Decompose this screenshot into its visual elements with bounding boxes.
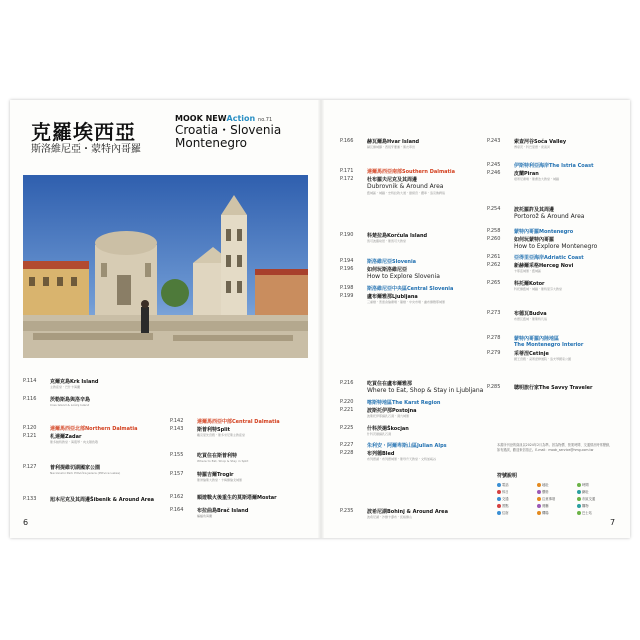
- warning-icon: [537, 497, 541, 501]
- legend-item: 市區交通: [577, 496, 595, 501]
- legend-item: 住宿: [497, 510, 509, 515]
- toc-page-number: P.143: [170, 426, 184, 432]
- hotel-icon: [497, 511, 501, 515]
- city-transit-icon: [577, 497, 581, 501]
- toc-entry-name: 什科茨揚Škocjan: [367, 426, 409, 432]
- toc-entry-name: 札達爾Zadar: [50, 434, 82, 440]
- toc-entry-desc: 布列德湖・布列德城堡・聖母升天教堂・文特加峽谷: [367, 457, 437, 461]
- bus-stop-icon: [577, 511, 581, 515]
- toc-entry-name: 如何玩斯洛維尼亞: [367, 267, 408, 273]
- toc-entry-name: 斯普利特Split: [197, 427, 230, 433]
- toc-page-number: P.246: [487, 170, 501, 176]
- legend-item: 時間: [577, 482, 589, 487]
- english-title-line-1: Croatia・Slovenia: [175, 123, 282, 137]
- toc-entry-name: 旭本尼克及其周邊Šibenik & Around Area: [50, 497, 155, 503]
- clock-icon: [577, 483, 581, 487]
- toc-page-number: P.172: [340, 176, 354, 182]
- toc-entry-desc: 卡那茲城堡・舊城區: [514, 269, 542, 273]
- restaurant-icon: [537, 504, 541, 508]
- brand-logo: [175, 114, 272, 123]
- toc-section-name: 斯洛維尼亞Slovenia: [367, 259, 417, 265]
- toc-page-number: P.279: [487, 350, 501, 356]
- toc-page-number: P.225: [340, 425, 354, 431]
- toc-entry-name: 新赫爾采格Herceg Novi: [514, 263, 574, 269]
- toc-page-number: P.254: [487, 206, 501, 212]
- toc-page-number: P.194: [340, 258, 354, 264]
- toc-page-number: P.142: [170, 418, 184, 424]
- toc-entry-desc: 舊城區・城牆・史特拉敦大道・總督宮・纜車・洛克魯姆島: [367, 191, 446, 195]
- toc-entry-desc: 波斯托伊那鐘乳石洞・洞穴城堡: [367, 414, 410, 418]
- toc-page-number: P.166: [340, 138, 354, 144]
- english-title: [175, 124, 315, 150]
- phone-icon: [497, 483, 501, 487]
- toc-entry-name: 波斯托伊那Postojna: [367, 408, 417, 414]
- toc-entry-name: 皮蘭Piran: [514, 171, 539, 177]
- toc-entry-name: 索查河谷Soča Valley: [514, 139, 567, 145]
- toc-entry-name: 如何玩蒙特內哥羅: [514, 237, 555, 243]
- toc-entry-desc: 博韋茨・科巴里德・索查河: [514, 145, 551, 149]
- toc-page-number: P.261: [487, 254, 501, 260]
- magazine-spread: [10, 100, 630, 538]
- toc-page-number: P.262: [487, 262, 501, 268]
- toc-section-name: 伊斯特利亞海岸The Istria Coast: [514, 163, 594, 169]
- toc-entry-desc: 什科茨揚鐘乳石洞: [367, 432, 392, 436]
- toc-page-number: P.133: [23, 496, 37, 502]
- toc-entry-name: 盧布爾雅那Ljubljana: [367, 294, 418, 300]
- legend-item: 機場: [537, 510, 549, 515]
- toc-page-number: P.155: [170, 452, 184, 458]
- book-gutter: [318, 100, 324, 538]
- toc-page-number: P.228: [340, 450, 354, 456]
- toc-entry-name: 波希尼湖Bohinj & Around Area: [367, 509, 448, 515]
- brand-action: Action: [226, 114, 256, 123]
- toc-entry-name: 布拉曲島Brač Island: [197, 508, 249, 514]
- toc-entry-desc: 波希尼湖・沙維卡瀑布・沃格爾山: [367, 515, 413, 519]
- toc-page-number: P.273: [487, 310, 501, 316]
- toc-page-number: P.162: [170, 494, 184, 500]
- legend-item: 餐廳: [537, 503, 549, 508]
- toc-page-number: P.164: [170, 507, 184, 513]
- toc-entry-name: 布德瓦Budva: [514, 311, 547, 317]
- toc-page-number: P.245: [487, 162, 501, 168]
- toc-section-name: 達爾馬西亞南部Southern Dalmatia: [367, 169, 456, 175]
- toc-section-name: 蒙特內哥羅內陸地區: [514, 336, 560, 342]
- toc-entry-desc: 聖多納特教堂・海風琴・向太陽致敬: [50, 440, 99, 444]
- toc-entry-english: How to Explore Slovenia: [367, 273, 440, 280]
- folio-left: 6: [23, 518, 29, 527]
- toc-page-number: P.199: [340, 293, 354, 299]
- legend-item: 電話: [497, 482, 509, 487]
- toc-entry-desc: 科托爾舊城・城牆・聖特里芬大教堂: [514, 287, 563, 291]
- sight-icon: [497, 504, 501, 508]
- toc-section-name: 達爾馬西亞中部Central Dalmatia: [197, 419, 280, 425]
- zadar-photo: [23, 175, 308, 358]
- toc-page-number: P.216: [340, 380, 354, 386]
- toc-section-name: 達爾馬西亞北部Northern Dalmatia: [50, 426, 138, 432]
- toc-section-name: 蒙特內哥羅Montenegro: [514, 229, 574, 235]
- toc-entry-desc: Nacionalni Park Plitvička Jezera (Plitvice Lakes): [50, 471, 121, 475]
- toc-entry-desc: 蝙蝠角海灘: [197, 514, 213, 518]
- toc-entry-name: 吃買住在斯普利特: [197, 453, 238, 459]
- toc-entry-english: Where to Eat, Shop & Stay in Ljubljana: [367, 387, 484, 394]
- toc-page-number: P.121: [23, 433, 37, 439]
- toc-page-number: P.190: [340, 232, 354, 238]
- web-icon: [577, 490, 581, 494]
- toc-page-number: P.278: [487, 335, 501, 341]
- toc-page-number: P.260: [487, 236, 501, 242]
- legend-item: 休日: [497, 489, 509, 494]
- address-icon: [537, 483, 541, 487]
- toc-entry-desc: 聖勞倫斯大教堂・卡梅爾倫戈城堡: [197, 478, 243, 482]
- toc-entry-desc: 主教座堂・巴什卡海灘: [50, 385, 81, 389]
- toc-entry-english: Portorož & Around Area: [514, 213, 585, 220]
- toc-entry-name: 特羅吉爾Trogir: [197, 472, 234, 478]
- toc-page-number: P.265: [487, 280, 501, 286]
- toc-page-number: P.198: [340, 285, 354, 291]
- toc-page-number: P.127: [23, 464, 37, 470]
- toc-entry-name: 聰明旅行家The Savvy Traveler: [514, 385, 593, 391]
- legend-item: 注意事項: [537, 496, 555, 501]
- toc-entry-desc: 三重橋・普雷舍倫廣場・龍橋・中央市場・盧布爾雅那城堡: [367, 300, 446, 304]
- toc-entry-name: 科楚拉島Korčula Island: [367, 233, 428, 239]
- transport-icon: [497, 497, 501, 501]
- toc-entry-english: Dubrovnik & Around Area: [367, 183, 444, 190]
- toc-page-number: P.116: [23, 396, 37, 402]
- toc-entry-name: 茨勒斯島與洛辛島: [50, 397, 91, 403]
- toc-entry-name: 科托爾Kotor: [514, 281, 545, 287]
- page-title: 克羅埃西亞: [31, 120, 136, 144]
- legend-item: 價格: [537, 489, 549, 494]
- toc-entry-name: 順遊戰火後重生的莫斯塔爾Mostar: [197, 495, 277, 501]
- toc-section-name: 喀斯特地區The Karst Region: [367, 400, 441, 406]
- toc-entry-desc: Cres Island & Lošinj Island: [50, 403, 90, 407]
- toc-entry-desc: 戴克里先宮殿・聖多米尼斯主教座堂: [197, 433, 246, 437]
- shopping-icon: [577, 504, 581, 508]
- airport-icon: [537, 511, 541, 515]
- toc-page-number: P.171: [340, 168, 354, 174]
- legend-item: 景點: [497, 503, 509, 508]
- brand-mook: MOOK: [175, 114, 203, 123]
- page-subtitle: 斯洛維尼亞・蒙特內哥羅: [31, 144, 141, 155]
- toc-section-name: 斯洛維尼亞中央區Central Slovenia: [367, 286, 454, 292]
- toc-entry-name: 杜布羅夫尼克及其周邊: [367, 177, 418, 183]
- toc-section-name: 朱利安・阿爾卑斯山區Julian Alps: [367, 443, 447, 449]
- toc-entry-name: 采蒂涅Cetinje: [514, 351, 549, 357]
- folio-right: 7: [610, 518, 616, 527]
- toc-entry-name: 普利提維切湖國家公園: [50, 465, 101, 471]
- toc-page-number: P.196: [340, 266, 354, 272]
- toc-page-number: P.258: [487, 228, 501, 234]
- toc-section-name: 亞得里亞海岸Adriatic Coast: [514, 255, 584, 261]
- english-title-line-2: Montenegro: [175, 136, 248, 150]
- toc-entry-desc: 塔蒂尼廣場・聖喬治大教堂・城牆: [514, 177, 560, 181]
- toc-entry-name: 吃買住在盧布爾雅那: [367, 381, 413, 387]
- toc-entry-english: How to Explore Montenegro: [514, 243, 598, 250]
- toc-entry-name: 波托羅許及其周邊: [514, 207, 555, 213]
- toc-entry-name: 克爾克島Krk Island: [50, 379, 99, 385]
- toc-entry-desc: 國王宮殿・采蒂涅修道院・洛夫琴國家公園: [514, 357, 572, 361]
- toc-page-number: P.221: [340, 407, 354, 413]
- toc-page-number: P.157: [170, 471, 184, 477]
- toc-page-number: P.220: [340, 399, 354, 405]
- legend-title: 符號說明: [497, 473, 518, 479]
- toc-page-number: P.235: [340, 508, 354, 514]
- legend-item: 購物: [577, 503, 589, 508]
- toc-page-number: P.227: [340, 442, 354, 448]
- issue-number: no.71: [258, 117, 273, 123]
- legend-item: 交通: [497, 496, 509, 501]
- toc-page-number: P.243: [487, 138, 501, 144]
- toc-entry-desc: 赫瓦爾城鎮・西班牙要塞・薰衣草田: [367, 145, 416, 149]
- toc-entry-desc: 布德瓦舊城・聖斯特凡島: [514, 317, 548, 321]
- toc-entry-name: 布列德Bled: [367, 451, 395, 457]
- toc-section-english: The Montenegro Interior: [514, 342, 584, 348]
- credits-note: 本書所刊登的資訊以2024年2月為準。因為物價、營業時間、交通情況時常變動，如有錯誤，歡迎來信指正。E-mail：mook_service@hmg.com.tw: [497, 443, 613, 452]
- toc-page-number: P.285: [487, 384, 501, 390]
- closed-icon: [497, 490, 501, 494]
- toc-entry-desc: 馬可波羅故居・聖馬可大教堂: [367, 239, 407, 243]
- price-icon: [537, 490, 541, 494]
- toc-page-number: P.114: [23, 378, 37, 384]
- toc-entry-name: 赫瓦爾島Hvar Island: [367, 139, 420, 145]
- legend-item: 地址: [537, 482, 549, 487]
- legend-item: 網址: [577, 489, 589, 494]
- brand-new: NEW: [205, 114, 227, 123]
- toc-page-number: P.120: [23, 425, 37, 431]
- legend-item: 巴士站: [577, 510, 592, 515]
- toc-entry-desc: Where to Eat, Shop & Stay in Split: [197, 459, 249, 463]
